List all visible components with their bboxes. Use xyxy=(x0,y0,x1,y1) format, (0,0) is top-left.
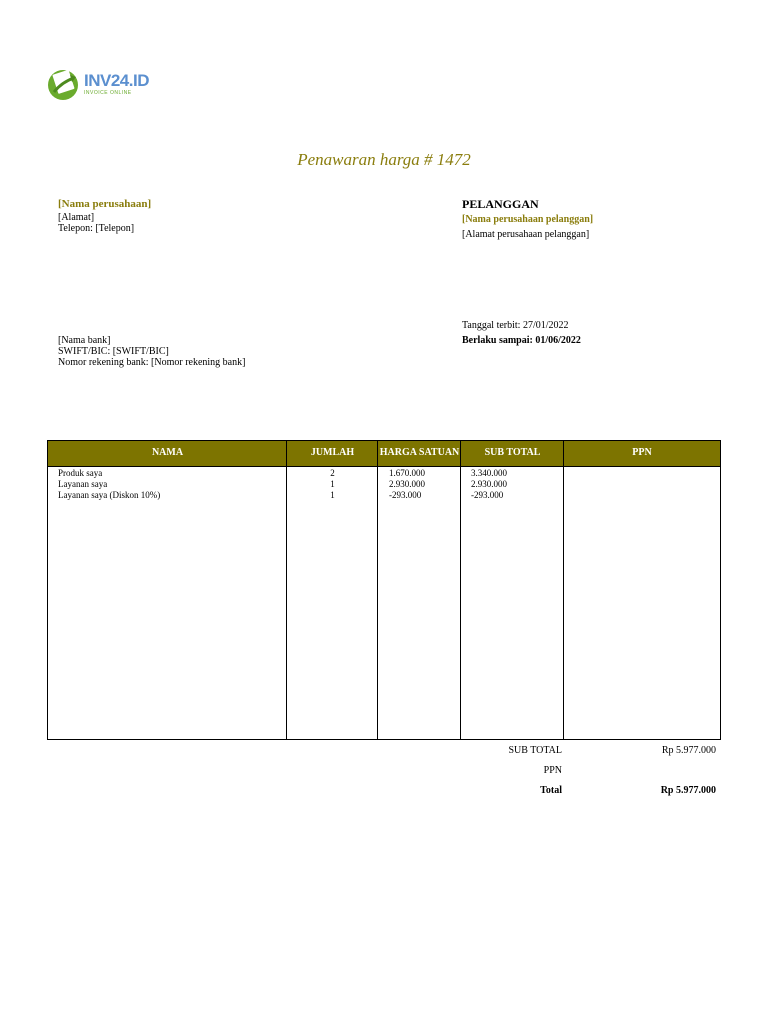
header-ppn: PPN xyxy=(564,441,720,467)
row-2-unit-price: 2.930.000 xyxy=(389,479,425,489)
customer-heading: PELANGGAN xyxy=(462,197,539,211)
column-divider xyxy=(563,441,564,739)
total-value: Rp 5.977.000 xyxy=(660,785,716,796)
header-sub-total: SUB TOTAL xyxy=(461,441,564,467)
items-table xyxy=(47,440,721,740)
customer-name: [Nama perusahaan pelanggan] xyxy=(462,214,594,225)
row-3-qty: 1 xyxy=(330,490,335,500)
bank-info xyxy=(58,335,245,368)
subtotal-label: SUB TOTAL xyxy=(508,745,562,756)
bank-swift: SWIFT/BIC: [SWIFT/BIC] xyxy=(58,346,169,357)
row-3-name: Layanan saya (Diskon 10%) xyxy=(58,490,161,500)
total-label: Total xyxy=(540,785,562,796)
seller-phone: Telepon: [Telepon] xyxy=(58,223,135,234)
document-title: Penawaran harga # 1472 xyxy=(297,150,471,169)
bank-name: [Nama bank] xyxy=(58,335,111,346)
row-1-name: Produk saya xyxy=(58,468,103,478)
logo-brand: INV24.ID xyxy=(84,71,149,90)
row-2-qty: 1 xyxy=(330,479,335,489)
logo xyxy=(46,66,149,102)
row-2-subtotal: 2.930.000 xyxy=(471,479,507,489)
row-1-unit-price: 1.670.000 xyxy=(389,468,425,478)
header-jumlah: JUMLAH xyxy=(287,441,378,467)
row-1-qty: 2 xyxy=(330,468,335,478)
seller-address: [Alamat] xyxy=(58,212,95,223)
row-3-unit-price: -293.000 xyxy=(389,490,422,500)
subtotal-value: Rp 5.977.000 xyxy=(661,745,716,756)
row-1-subtotal: 3.340.000 xyxy=(471,468,507,478)
header-nama: NAMA xyxy=(48,441,287,467)
row-3-subtotal: -293.000 xyxy=(471,490,504,500)
dates-info xyxy=(462,320,581,350)
customer-address: [Alamat perusahaan pelanggan] xyxy=(462,229,590,240)
row-2-name: Layanan saya xyxy=(58,479,108,489)
valid-until-date: Berlaku sampai: 01/06/2022 xyxy=(462,335,581,346)
column-divider xyxy=(460,441,461,739)
customer-info xyxy=(462,197,593,240)
logo-mark-icon xyxy=(46,66,82,102)
issue-date: Tanggal terbit: 27/01/2022 xyxy=(462,320,569,331)
seller-info xyxy=(58,198,151,234)
seller-name: [Nama perusahaan] xyxy=(58,198,152,210)
header-harga-satuan: HARGA SATUAN xyxy=(378,441,461,467)
ppn-label: PPN xyxy=(543,765,562,776)
logo-tagline: INVOICE ONLINE xyxy=(84,90,132,96)
bank-account: Nomor rekening bank: [Nomor rekening bank] xyxy=(58,357,246,368)
